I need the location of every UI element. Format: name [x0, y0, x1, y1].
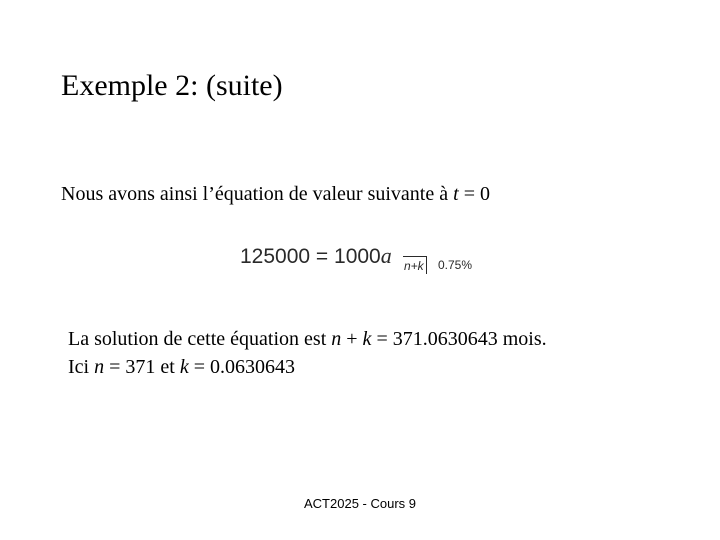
intro-text-rest: = 0 — [458, 183, 490, 205]
variable-n: n — [331, 328, 342, 350]
solution-line-2-prefix: Ici — [68, 356, 95, 378]
variable-k: k — [179, 356, 189, 378]
equation-equals: = — [310, 245, 335, 268]
intro-text — [61, 180, 490, 208]
solution-block — [68, 325, 547, 381]
variable-n: n — [94, 356, 105, 378]
annuity-subscript: n+k — [403, 256, 427, 274]
slide-title: Exemple 2: (suite) — [61, 69, 283, 102]
variable-t: t — [453, 183, 459, 205]
annuity-symbol: a — [380, 243, 392, 268]
interest-rate: 0.75% — [438, 258, 473, 272]
intro-text-main: Nous avons ainsi l’équation de valeur suivante à — [61, 183, 454, 205]
solution-line-1-suffix: = 371.0630643 mois. — [371, 328, 547, 350]
solution-line-2-suffix: = 0.0630643 — [188, 356, 295, 378]
variable-k: k — [362, 328, 372, 350]
solution-line-1 — [68, 325, 547, 353]
value-equation — [240, 242, 500, 278]
equation-main — [240, 242, 392, 271]
solution-line-1-prefix: La solution de cette équation est — [68, 328, 332, 350]
slide-footer: ACT2025 - Cours 9 — [304, 496, 416, 511]
solution-plus: + — [341, 328, 363, 350]
solution-line-2-mid: = 371 et — [104, 356, 180, 378]
solution-line-2 — [68, 353, 547, 381]
equation-coefficient: 1000 — [334, 245, 381, 268]
equation-lhs: 125000 — [240, 245, 311, 268]
